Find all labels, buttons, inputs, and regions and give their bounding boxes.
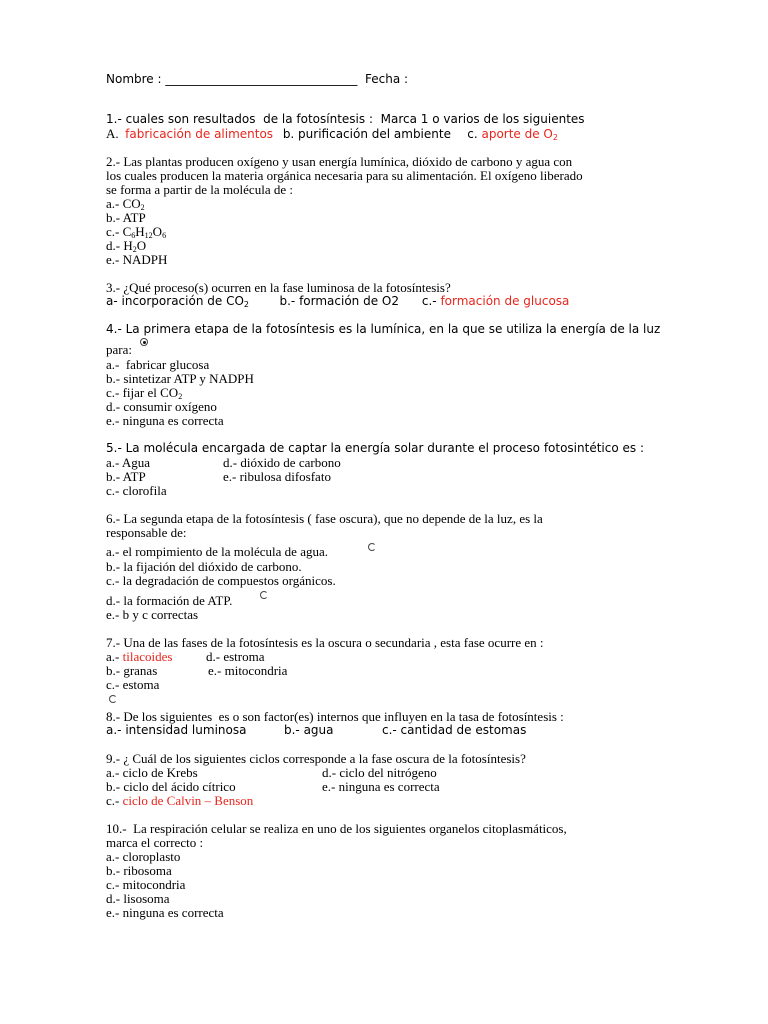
header-line — [106, 72, 408, 87]
q7-option-c[interactable]: c.- estoma — [106, 677, 160, 692]
date-label: Fecha : — [365, 72, 409, 86]
q5-option-b[interactable]: b.- ATP — [106, 469, 146, 484]
q3-text: 3.- ¿Qué proceso(s) ocurren en la fase luminosa de la fotosíntesis? — [106, 280, 451, 295]
q7-option-e[interactable]: e.- mitocondria — [208, 663, 288, 678]
q3-option-a[interactable]: a- incorporación de $CO_2$ — [106, 294, 249, 309]
q6-option-d[interactable]: d.- la formación de ATP. — [106, 593, 233, 608]
radio-button-icon[interactable] — [109, 695, 117, 703]
q8-text: 8.- De los siguientes es o son factor(es) internos que influyen en la tasa de fotosíntesis : — [106, 709, 564, 724]
q7-option-a[interactable]: a.- tilacoides — [106, 649, 173, 664]
q2-option-a[interactable]: a.- $CO_2$ — [106, 196, 145, 212]
q9-option-b[interactable]: b.- ciclo del ácido cítrico — [106, 779, 236, 794]
q2-option-c[interactable]: c.- $C_6H_{12}O_6$ — [106, 224, 167, 240]
q5-option-e[interactable]: e.- ribulosa difosfato — [223, 469, 331, 484]
q9-option-c[interactable]: c.- ciclo de Calvin – Benson — [106, 793, 254, 808]
q6-option-c[interactable]: c.- la degradación de compuestos orgánicos. — [106, 573, 336, 588]
q5-option-d[interactable]: d.- dióxido de carbono — [223, 455, 341, 470]
radio-button-icon[interactable] — [140, 338, 148, 346]
radio-button-icon[interactable] — [260, 591, 268, 599]
q6-option-a[interactable]: a.- el rompimiento de la molécula de agua. — [106, 544, 328, 559]
q4-option-d[interactable]: d.- consumir oxígeno — [106, 399, 217, 414]
q6-text-2: responsable de: — [106, 525, 187, 540]
q5-text: 5.- La molécula encargada de captar la energía solar durante el proceso fotosintético es : — [106, 441, 644, 455]
q1-option-b[interactable]: b. purificación del ambiente — [282, 127, 451, 141]
q10-option-d[interactable]: d.- lisosoma — [106, 891, 170, 906]
q6-option-e[interactable]: e.- b y c correctas — [106, 607, 199, 622]
name-label: Nombre : — [106, 72, 166, 86]
q10-option-e[interactable]: e.- ninguna es correcta — [106, 905, 224, 920]
q2-option-d[interactable]: d.- $H_2O$ — [106, 238, 147, 254]
q6-option-b[interactable]: b.- la fijación del dióxido de carbono. — [106, 559, 302, 574]
q3-option-c[interactable]: formación de glucosa — [440, 294, 570, 308]
q2-text-3: se forma a partir de la molécula de : — [106, 182, 293, 197]
q4-para: para: — [106, 342, 132, 357]
q1-option-c[interactable]: aporte de $O_2$ — [481, 127, 558, 142]
q1-options: A. fabricación de alimentos b. purificación del ambiente c. aporte de $O_2$ — [106, 126, 558, 142]
q10-option-b[interactable]: b.- ribosoma — [106, 863, 172, 878]
q10-option-a[interactable]: a.- cloroplasto — [106, 849, 181, 864]
q9-option-d[interactable]: d.- ciclo del nitrógeno — [322, 765, 437, 780]
q3-options: a- incorporación de $CO_2$ b.- formación de O2 c.- formación de glucosa — [106, 294, 570, 309]
q8-option-b[interactable]: b.- agua — [284, 723, 334, 737]
q1-text: 1.- cuales son resultados de la fotosíntesis : Marca 1 o varios de los siguientes — [106, 112, 585, 126]
q7-text: 7.- Una de las fases de la fotosíntesis es la oscura o secundaria , esta fase ocurre en : — [106, 635, 544, 650]
q7-option-b[interactable]: b.- granas — [106, 663, 158, 678]
q10-option-c[interactable]: c.- mitocondria — [106, 877, 186, 892]
q2-text-2: los cuales producen la materia orgánica necesaria para su alimentación. El oxígeno liberado — [106, 168, 583, 183]
q1-option-a[interactable]: fabricación de alimentos — [125, 127, 274, 141]
q2-option-b[interactable]: b.- ATP — [106, 210, 146, 225]
q9-option-e[interactable]: e.- ninguna es correcta — [322, 779, 440, 794]
q6-text-1: 6.- La segunda etapa de la fotosíntesis ( fase oscura), que no depende de la luz, es la — [106, 511, 543, 526]
q4-option-e[interactable]: e.- ninguna es correcta — [106, 413, 224, 428]
name-blank[interactable]: ________________________________ — [165, 72, 358, 86]
q8-option-c[interactable]: c.- cantidad de estomas — [382, 723, 527, 737]
q10-text-2: marca el correcto : — [106, 835, 204, 850]
q2-option-e[interactable]: e.- NADPH — [106, 252, 168, 267]
q4-text: 4.- La primera etapa de la fotosíntesis es la lumínica, en la que se utiliza la energía de la luz — [106, 322, 661, 336]
q7-option-d[interactable]: d.- estroma — [206, 649, 265, 664]
q4-option-b[interactable]: b.- sintetizar ATP y NADPH — [106, 371, 254, 386]
q9-option-a[interactable]: a.- ciclo de Krebs — [106, 765, 198, 780]
q9-text: 9.- ¿ Cuál de los siguientes ciclos corresponde a la fase oscura de la fotosíntesis? — [106, 751, 526, 766]
q4-option-c[interactable]: c.- fijar el $CO_2$ — [106, 385, 183, 401]
q5-option-c[interactable]: c.- clorofila — [106, 483, 167, 498]
q4-option-a[interactable]: a.- fabricar glucosa — [106, 357, 210, 372]
q3-option-b[interactable]: b.- formación de O2 — [279, 294, 399, 308]
q5-option-a[interactable]: a.- Agua — [106, 455, 151, 470]
q10-text-1: 10.- La respiración celular se realiza en uno de los siguientes organelos citoplasmáticos, — [106, 821, 567, 836]
q8-option-a[interactable]: a.- intensidad luminosa — [106, 723, 247, 737]
q2-text-1: 2.- Las plantas producen oxígeno y usan energía lumínica, dióxido de carbono y agua con — [106, 154, 573, 169]
radio-button-icon[interactable] — [368, 543, 376, 551]
